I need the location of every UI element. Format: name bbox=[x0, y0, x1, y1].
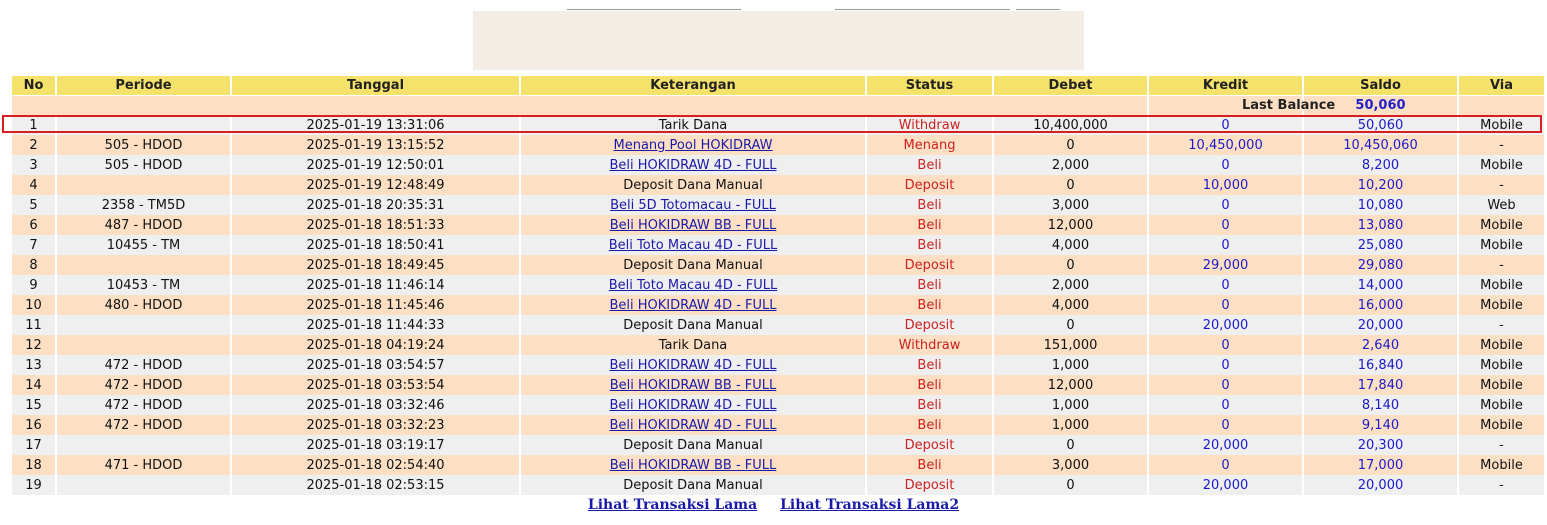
cell-tanggal: 2025-01-18 18:49:45 bbox=[232, 255, 519, 275]
top-divider-1 bbox=[567, 9, 741, 10]
cell-periode: 505 - HDOD bbox=[57, 135, 230, 155]
cell-saldo: 17,000 bbox=[1304, 455, 1457, 475]
keterangan-link[interactable]: Menang Pool HOKIDRAW bbox=[613, 137, 773, 153]
header-kredit: Kredit bbox=[1149, 76, 1302, 96]
cell-periode: 2358 - TM5D bbox=[57, 195, 230, 215]
table-row bbox=[12, 255, 1544, 275]
cell-periode: 487 - HDOD bbox=[57, 215, 230, 235]
keterangan-link[interactable]: Beli HOKIDRAW BB - FULL bbox=[609, 217, 777, 233]
cell-via: Web bbox=[1459, 195, 1544, 215]
cell-no: 3 bbox=[12, 155, 55, 175]
cell-debet: 12,000 bbox=[994, 215, 1147, 235]
table-row bbox=[12, 155, 1544, 175]
table-row bbox=[12, 135, 1544, 155]
cell-no: 19 bbox=[12, 475, 55, 495]
cell-kredit: 20,000 bbox=[1149, 475, 1302, 495]
cell-status: Beli bbox=[867, 215, 992, 235]
cell-debet: 0 bbox=[994, 135, 1147, 155]
header-status: Status bbox=[867, 76, 992, 96]
cell-keterangan bbox=[521, 155, 865, 175]
cell-saldo: 20,000 bbox=[1304, 315, 1457, 335]
cell-periode bbox=[57, 475, 230, 495]
cell-status: Deposit bbox=[867, 475, 992, 495]
cell-kredit: 0 bbox=[1149, 115, 1302, 135]
table-row bbox=[12, 435, 1544, 455]
cell-debet: 4,000 bbox=[994, 295, 1147, 315]
last-balance-row bbox=[12, 96, 1544, 115]
cell-periode bbox=[57, 175, 230, 195]
cell-periode bbox=[57, 115, 230, 135]
cell-via: Mobile bbox=[1459, 375, 1544, 395]
cell-no: 9 bbox=[12, 275, 55, 295]
cell-no: 15 bbox=[12, 395, 55, 415]
cell-via: Mobile bbox=[1459, 275, 1544, 295]
cell-tanggal: 2025-01-19 13:31:06 bbox=[232, 115, 519, 135]
cell-status: Menang bbox=[867, 135, 992, 155]
cell-kredit: 0 bbox=[1149, 295, 1302, 315]
table-row bbox=[12, 475, 1544, 495]
table-row bbox=[12, 215, 1544, 235]
cell-tanggal: 2025-01-19 13:15:52 bbox=[232, 135, 519, 155]
cell-saldo: 8,140 bbox=[1304, 395, 1457, 415]
cell-status: Deposit bbox=[867, 255, 992, 275]
table-row bbox=[12, 335, 1544, 355]
cell-debet: 12,000 bbox=[994, 375, 1147, 395]
cell-no: 7 bbox=[12, 235, 55, 255]
cell-status: Beli bbox=[867, 195, 992, 215]
cell-status: Beli bbox=[867, 295, 992, 315]
cell-saldo: 10,200 bbox=[1304, 175, 1457, 195]
cell-status: Withdraw bbox=[867, 335, 992, 355]
cell-tanggal: 2025-01-18 03:32:23 bbox=[232, 415, 519, 435]
cell-debet: 2,000 bbox=[994, 155, 1147, 175]
cell-kredit: 0 bbox=[1149, 415, 1302, 435]
table-row bbox=[12, 375, 1544, 395]
cell-no: 10 bbox=[12, 295, 55, 315]
cell-via: Mobile bbox=[1459, 415, 1544, 435]
cell-no: 8 bbox=[12, 255, 55, 275]
cell-tanggal: 2025-01-18 03:54:57 bbox=[232, 355, 519, 375]
cell-status: Beli bbox=[867, 275, 992, 295]
table-row bbox=[12, 115, 1544, 135]
cell-periode: 472 - HDOD bbox=[57, 395, 230, 415]
cell-keterangan bbox=[521, 375, 865, 395]
cell-debet: 151,000 bbox=[994, 335, 1147, 355]
cell-tanggal: 2025-01-18 20:35:31 bbox=[232, 195, 519, 215]
cell-keterangan bbox=[521, 195, 865, 215]
header-via: Via bbox=[1459, 76, 1544, 96]
cell-via: Mobile bbox=[1459, 355, 1544, 375]
cell-kredit: 0 bbox=[1149, 375, 1302, 395]
cell-keterangan: Deposit Dana Manual bbox=[521, 175, 865, 195]
cell-via: - bbox=[1459, 135, 1544, 155]
cell-debet: 1,000 bbox=[994, 395, 1147, 415]
cell-via: Mobile bbox=[1459, 155, 1544, 175]
cell-via: - bbox=[1459, 315, 1544, 335]
cell-no: 6 bbox=[12, 215, 55, 235]
cell-periode bbox=[57, 315, 230, 335]
cell-no: 2 bbox=[12, 135, 55, 155]
cell-saldo: 9,140 bbox=[1304, 415, 1457, 435]
cell-no: 5 bbox=[12, 195, 55, 215]
cell-no: 17 bbox=[12, 435, 55, 455]
cell-kredit: 0 bbox=[1149, 335, 1302, 355]
cell-keterangan: Deposit Dana Manual bbox=[521, 475, 865, 495]
table-row bbox=[12, 175, 1544, 195]
cell-via: Mobile bbox=[1459, 115, 1544, 135]
cell-keterangan bbox=[521, 215, 865, 235]
cell-periode: 472 - HDOD bbox=[57, 355, 230, 375]
keterangan-link[interactable]: Beli HOKIDRAW 4D - FULL bbox=[609, 357, 777, 373]
cell-saldo: 20,000 bbox=[1304, 475, 1457, 495]
cell-debet: 1,000 bbox=[994, 415, 1147, 435]
cell-via: Mobile bbox=[1459, 215, 1544, 235]
cell-periode: 472 - HDOD bbox=[57, 375, 230, 395]
cell-keterangan: Tarik Dana bbox=[521, 335, 865, 355]
keterangan-link[interactable]: Beli HOKIDRAW 4D - FULL bbox=[609, 397, 777, 413]
footer-links bbox=[0, 497, 1547, 513]
table-row bbox=[12, 355, 1544, 375]
cell-saldo: 29,080 bbox=[1304, 255, 1457, 275]
cell-keterangan: Deposit Dana Manual bbox=[521, 255, 865, 275]
cell-tanggal: 2025-01-18 03:32:46 bbox=[232, 395, 519, 415]
cell-status: Beli bbox=[867, 235, 992, 255]
table-row bbox=[12, 415, 1544, 435]
cell-kredit: 0 bbox=[1149, 355, 1302, 375]
cell-debet: 0 bbox=[994, 255, 1147, 275]
cell-no: 12 bbox=[12, 335, 55, 355]
cell-keterangan bbox=[521, 275, 865, 295]
last-balance-value: 50,060 bbox=[1304, 96, 1457, 115]
table-row bbox=[12, 395, 1544, 415]
cell-status: Deposit bbox=[867, 315, 992, 335]
link-lihat-transaksi-lama2[interactable]: Lihat Transaksi Lama2 bbox=[780, 497, 960, 513]
cell-tanggal: 2025-01-19 12:48:49 bbox=[232, 175, 519, 195]
cell-no: 14 bbox=[12, 375, 55, 395]
cell-debet: 0 bbox=[994, 315, 1147, 335]
cell-status: Beli bbox=[867, 415, 992, 435]
cell-status: Beli bbox=[867, 395, 992, 415]
cell-debet: 3,000 bbox=[994, 455, 1147, 475]
cell-no: 18 bbox=[12, 455, 55, 475]
cell-kredit: 20,000 bbox=[1149, 315, 1302, 335]
cell-periode: 10455 - TM bbox=[57, 235, 230, 255]
cell-saldo: 25,080 bbox=[1304, 235, 1457, 255]
transaction-table bbox=[10, 76, 1546, 495]
cell-kredit: 0 bbox=[1149, 275, 1302, 295]
table-header-row bbox=[12, 76, 1544, 96]
keterangan-link[interactable]: Beli HOKIDRAW 4D - FULL bbox=[609, 157, 777, 173]
cell-kredit: 0 bbox=[1149, 215, 1302, 235]
table-row bbox=[12, 455, 1544, 475]
cell-via: - bbox=[1459, 475, 1544, 495]
cell-kredit: 20,000 bbox=[1149, 435, 1302, 455]
cell-saldo: 14,000 bbox=[1304, 275, 1457, 295]
cell-via: Mobile bbox=[1459, 235, 1544, 255]
header-debet: Debet bbox=[994, 76, 1147, 96]
cell-kredit: 0 bbox=[1149, 155, 1302, 175]
cell-status: Withdraw bbox=[867, 115, 992, 135]
cell-saldo: 10,450,060 bbox=[1304, 135, 1457, 155]
header-saldo: Saldo bbox=[1304, 76, 1457, 96]
cell-periode bbox=[57, 255, 230, 275]
cell-tanggal: 2025-01-18 18:51:33 bbox=[232, 215, 519, 235]
cell-keterangan bbox=[521, 395, 865, 415]
cell-debet: 1,000 bbox=[994, 355, 1147, 375]
top-banner bbox=[473, 11, 1084, 70]
cell-tanggal: 2025-01-18 03:19:17 bbox=[232, 435, 519, 455]
cell-keterangan bbox=[521, 355, 865, 375]
keterangan-link[interactable]: Beli HOKIDRAW BB - FULL bbox=[609, 457, 777, 473]
cell-tanggal: 2025-01-19 12:50:01 bbox=[232, 155, 519, 175]
cell-saldo: 16,840 bbox=[1304, 355, 1457, 375]
cell-via: Mobile bbox=[1459, 455, 1544, 475]
cell-via: - bbox=[1459, 255, 1544, 275]
top-divider-2 bbox=[835, 9, 1010, 10]
cell-status: Deposit bbox=[867, 435, 992, 455]
cell-periode bbox=[57, 335, 230, 355]
cell-no: 11 bbox=[12, 315, 55, 335]
cell-via: - bbox=[1459, 435, 1544, 455]
cell-saldo: 8,200 bbox=[1304, 155, 1457, 175]
cell-keterangan bbox=[521, 135, 865, 155]
keterangan-link[interactable]: Beli HOKIDRAW BB - FULL bbox=[609, 377, 777, 393]
cell-keterangan bbox=[521, 455, 865, 475]
cell-periode: 10453 - TM bbox=[57, 275, 230, 295]
cell-periode: 472 - HDOD bbox=[57, 415, 230, 435]
cell-debet: 0 bbox=[994, 475, 1147, 495]
cell-kredit: 0 bbox=[1149, 235, 1302, 255]
keterangan-link[interactable]: Beli HOKIDRAW 4D - FULL bbox=[609, 297, 777, 313]
cell-via: Mobile bbox=[1459, 395, 1544, 415]
cell-keterangan bbox=[521, 295, 865, 315]
cell-debet: 3,000 bbox=[994, 195, 1147, 215]
cell-tanggal: 2025-01-18 18:50:41 bbox=[232, 235, 519, 255]
cell-status: Beli bbox=[867, 355, 992, 375]
table-row bbox=[12, 195, 1544, 215]
cell-kredit: 10,450,000 bbox=[1149, 135, 1302, 155]
cell-tanggal: 2025-01-18 04:19:24 bbox=[232, 335, 519, 355]
link-lihat-transaksi-lama[interactable]: Lihat Transaksi Lama bbox=[587, 497, 758, 513]
cell-kredit: 10,000 bbox=[1149, 175, 1302, 195]
cell-tanggal: 2025-01-18 03:53:54 bbox=[232, 375, 519, 395]
top-divider-3 bbox=[1016, 9, 1060, 10]
cell-tanggal: 2025-01-18 11:45:46 bbox=[232, 295, 519, 315]
last-balance-label bbox=[12, 96, 1147, 115]
cell-keterangan bbox=[521, 415, 865, 435]
cell-debet: 4,000 bbox=[994, 235, 1147, 255]
cell-saldo: 2,640 bbox=[1304, 335, 1457, 355]
cell-via: - bbox=[1459, 175, 1544, 195]
header-no: No bbox=[12, 76, 55, 96]
cell-saldo: 13,080 bbox=[1304, 215, 1457, 235]
cell-periode: 480 - HDOD bbox=[57, 295, 230, 315]
cell-tanggal: 2025-01-18 02:54:40 bbox=[232, 455, 519, 475]
table-row bbox=[12, 295, 1544, 315]
cell-kredit: 0 bbox=[1149, 455, 1302, 475]
table-row bbox=[12, 275, 1544, 295]
cell-keterangan: Tarik Dana bbox=[521, 115, 865, 135]
cell-saldo: 17,840 bbox=[1304, 375, 1457, 395]
cell-saldo: 20,300 bbox=[1304, 435, 1457, 455]
cell-keterangan: Deposit Dana Manual bbox=[521, 435, 865, 455]
cell-periode: 471 - HDOD bbox=[57, 455, 230, 475]
cell-kredit: 0 bbox=[1149, 395, 1302, 415]
cell-saldo: 10,080 bbox=[1304, 195, 1457, 215]
cell-status: Beli bbox=[867, 375, 992, 395]
cell-status: Deposit bbox=[867, 175, 992, 195]
keterangan-link[interactable]: Beli 5D Totomacau - FULL bbox=[610, 197, 776, 213]
cell-no: 1 bbox=[12, 115, 55, 135]
keterangan-link[interactable]: Beli Toto Macau 4D - FULL bbox=[608, 237, 778, 253]
cell-no: 13 bbox=[12, 355, 55, 375]
cell-via: Mobile bbox=[1459, 335, 1544, 355]
cell-keterangan: Deposit Dana Manual bbox=[521, 315, 865, 335]
table-row bbox=[12, 235, 1544, 255]
cell-tanggal: 2025-01-18 11:44:33 bbox=[232, 315, 519, 335]
header-tanggal: Tanggal bbox=[232, 76, 519, 96]
keterangan-link[interactable]: Beli Toto Macau 4D - FULL bbox=[608, 277, 778, 293]
cell-periode bbox=[57, 435, 230, 455]
cell-tanggal: 2025-01-18 11:46:14 bbox=[232, 275, 519, 295]
cell-saldo: 50,060 bbox=[1304, 115, 1457, 135]
cell-status: Beli bbox=[867, 455, 992, 475]
last-balance-via-spacer bbox=[1459, 96, 1544, 115]
cell-status: Beli bbox=[867, 155, 992, 175]
cell-keterangan bbox=[521, 235, 865, 255]
cell-debet: 0 bbox=[994, 435, 1147, 455]
cell-no: 16 bbox=[12, 415, 55, 435]
cell-periode: 505 - HDOD bbox=[57, 155, 230, 175]
table-row bbox=[12, 315, 1544, 335]
cell-no: 4 bbox=[12, 175, 55, 195]
keterangan-link[interactable]: Beli HOKIDRAW 4D - FULL bbox=[609, 417, 777, 433]
cell-debet: 0 bbox=[994, 175, 1147, 195]
cell-saldo: 16,000 bbox=[1304, 295, 1457, 315]
cell-via: Mobile bbox=[1459, 295, 1544, 315]
header-keterangan: Keterangan bbox=[521, 76, 865, 96]
cell-debet: 2,000 bbox=[994, 275, 1147, 295]
cell-tanggal: 2025-01-18 02:53:15 bbox=[232, 475, 519, 495]
cell-kredit: 0 bbox=[1149, 195, 1302, 215]
cell-kredit: 29,000 bbox=[1149, 255, 1302, 275]
header-periode: Periode bbox=[57, 76, 230, 96]
cell-debet: 10,400,000 bbox=[994, 115, 1147, 135]
